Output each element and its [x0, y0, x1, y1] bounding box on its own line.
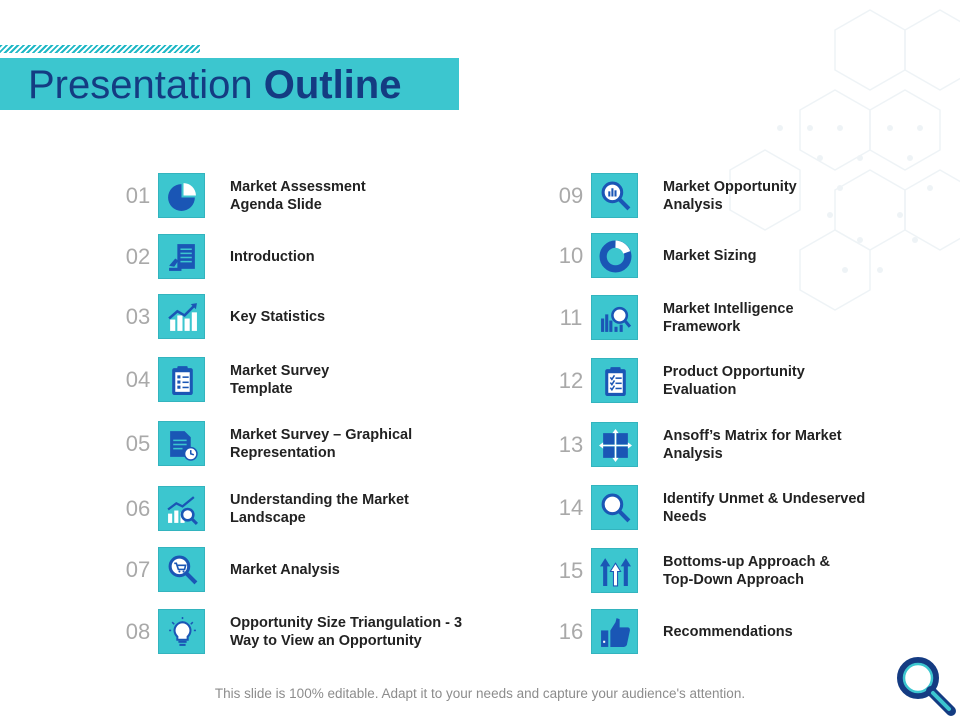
decorative-stripe: [0, 45, 200, 53]
growth-chart-icon: [166, 301, 199, 334]
icon-tile: [158, 234, 205, 279]
icon-tile: [158, 421, 205, 466]
item-label: Ansoff’s Matrix for Market Analysis: [663, 428, 842, 462]
item-number: 07: [125, 557, 151, 582]
item-number: 04: [125, 367, 151, 392]
icon-tile: [591, 358, 638, 403]
item-number: 06: [125, 496, 151, 521]
lightbulb-icon: [166, 616, 199, 649]
item-label: Key Statistics: [230, 309, 326, 325]
report-clock-icon: [166, 428, 199, 461]
search-icon: [599, 492, 632, 525]
chart-magnifier-icon: [166, 493, 199, 526]
page-title: [28, 60, 401, 110]
item-label: Recommendations: [663, 624, 793, 640]
item-number: 05: [125, 431, 151, 456]
icon-tile: [158, 547, 205, 592]
item-number: 11: [559, 305, 583, 330]
item-label: Market Sizing: [663, 248, 757, 264]
item-label: Market Survey Template: [230, 363, 330, 397]
item-number: 08: [125, 619, 151, 644]
cart-magnifier-icon: [166, 554, 199, 587]
footer-note: This slide is 100% editable. Adapt it to your needs and capture your audience's attention.: [214, 686, 746, 701]
icon-tile: [591, 233, 638, 278]
bars-magnifier-icon: [599, 302, 632, 335]
icon-tile: [158, 609, 205, 654]
thumbs-up-icon: [599, 616, 632, 649]
item-label: Understanding the Market Landscape: [230, 492, 409, 526]
item-number: 03: [125, 304, 151, 329]
item-number: 10: [558, 243, 584, 268]
icon-tile: [591, 422, 638, 467]
document-hand-icon: [166, 241, 199, 274]
item-label: Market Opportunity Analysis: [663, 179, 797, 213]
checklist-icon: [599, 365, 632, 398]
icon-tile: [591, 295, 638, 340]
item-label: Market Assessment Agenda Slide: [230, 179, 366, 213]
item-label: Product Opportunity Evaluation: [663, 364, 805, 398]
magnifier-bars-icon: [599, 180, 632, 213]
item-number: 12: [558, 368, 584, 393]
icon-tile: [591, 485, 638, 530]
item-label: Market Analysis: [230, 562, 340, 578]
icon-tile: [158, 486, 205, 531]
magnifier-logo-icon: [895, 655, 957, 717]
pie-chart-icon: [166, 180, 199, 213]
item-number: 02: [125, 244, 151, 269]
item-number: 13: [558, 432, 584, 457]
item-label: Opportunity Size Triangulation - 3 Way to View an Opportunity: [230, 615, 463, 649]
icon-tile: [158, 294, 205, 339]
icon-tile: [591, 548, 638, 593]
item-number: 14: [558, 495, 584, 520]
item-label: Introduction: [230, 249, 315, 265]
up-arrows-icon: [599, 555, 632, 588]
item-label: Bottoms-up Approach & Top-Down Approach: [663, 554, 831, 588]
icon-tile: [158, 173, 205, 218]
page-title-bold: Outline: [263, 63, 402, 107]
item-label: Market Survey – Graphical Representation: [230, 427, 413, 461]
clipboard-icon: [166, 364, 199, 397]
item-number: 15: [558, 558, 584, 583]
donut-chart-icon: [599, 240, 632, 273]
item-label: Market Intelligence Framework: [663, 301, 794, 335]
icon-tile: [591, 173, 638, 218]
item-number: 09: [558, 183, 584, 208]
page-title-regular: Presentation: [28, 63, 264, 107]
item-label: Identify Unmet & Undeserved Needs: [663, 491, 866, 525]
item-number: 16: [558, 619, 584, 644]
matrix-arrows-icon: [599, 429, 632, 462]
icon-tile: [158, 357, 205, 402]
icon-tile: [591, 609, 638, 654]
item-number: 01: [125, 183, 151, 208]
